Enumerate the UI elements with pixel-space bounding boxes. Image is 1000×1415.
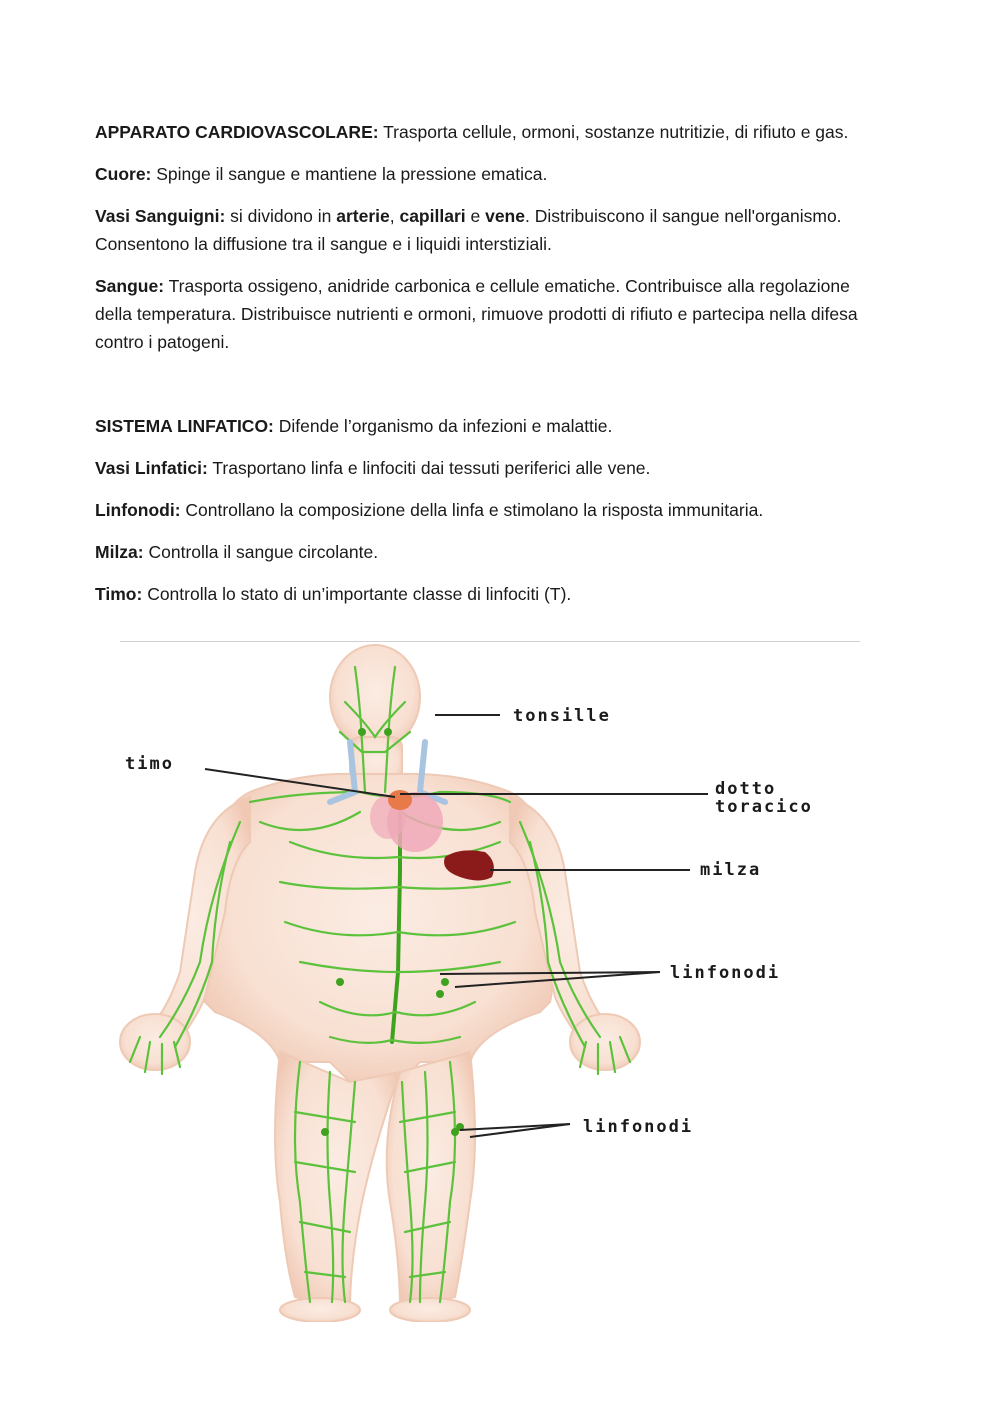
vasi-text-3: e [465,206,486,226]
label-milza: milza [700,860,762,880]
sangue-text: Trasporta ossigeno, anidride carbonica e cellule ematiche. Contribuisce alla regolazione della temperatura. Distribuisce nutrienti e ormoni, rimuove prodotti di rifiuto e partecipa nella difesa contro i patogeni. [95,276,858,352]
lymph-heading-paragraph [95,412,885,440]
vasi-linfatici-text: Trasportano linfa e linfociti dai tessuti periferici alle vene. [207,458,651,478]
milza-paragraph [95,538,885,566]
sangue-term: Sangue: [95,276,165,296]
vasi-sanguigni-paragraph [95,202,885,258]
linfonodi-text: Controllano la composizione della linfa e stimolano la risposta immunitaria. [180,500,764,520]
timo-term: Timo: [95,584,143,604]
cuore-text: Spinge il sangue e mantiene la pressione ematica. [151,164,548,184]
cardio-title: APPARATO CARDIOVASCOLARE: [95,122,379,142]
timo-paragraph [95,580,885,608]
lymphatic-diagram [100,642,880,1322]
lymph-title-text: Difende l’organismo da infezioni e malattie. [273,416,613,436]
vasi-linfatici-term: Vasi Linfatici: [95,458,208,478]
section-spacer [95,356,885,412]
label-tonsille: tonsille [513,706,611,726]
timo-text: Controlla lo stato di un’importante classe di linfociti (T). [142,584,572,604]
label-toracico: toracico [715,797,813,817]
cuore-paragraph [95,160,885,188]
label-linfonodi-upper: linfonodi [670,963,781,983]
lymphatic-system-figure [100,642,880,1322]
arterie-word: arterie [336,206,390,226]
vasi-text-2: , [389,206,400,226]
cardio-title-text: Trasporta cellule, ormoni, sostanze nutritizie, di rifiuto e gas. [378,122,849,142]
sangue-paragraph [95,272,885,356]
linfonodi-term: Linfonodi: [95,500,181,520]
cardio-heading-paragraph [95,118,885,146]
capillari-word: capillari [399,206,466,226]
label-dotto: dotto [715,779,777,799]
milza-text: Controlla il sangue circolante. [143,542,379,562]
lymph-title: SISTEMA LINFATICO: [95,416,274,436]
text-content [95,118,885,608]
cuore-term: Cuore: [95,164,152,184]
body-silhouette [120,645,640,1322]
vasi-linfatici-paragraph [95,454,885,482]
vasi-sanguigni-term: Vasi Sanguigni: [95,206,226,226]
vasi-text-1: si dividono in [225,206,337,226]
vasi-text-4: . Distribuiscono il sangue nell'organismo. Consentono la diffusione tra il sangue e i liquidi interstiziali. [95,206,842,254]
vene-word: vene [485,206,525,226]
linfonodi-paragraph [95,496,885,524]
label-linfonodi-lower: linfonodi [583,1117,694,1137]
label-timo: timo [125,754,174,774]
milza-term: Milza: [95,542,144,562]
